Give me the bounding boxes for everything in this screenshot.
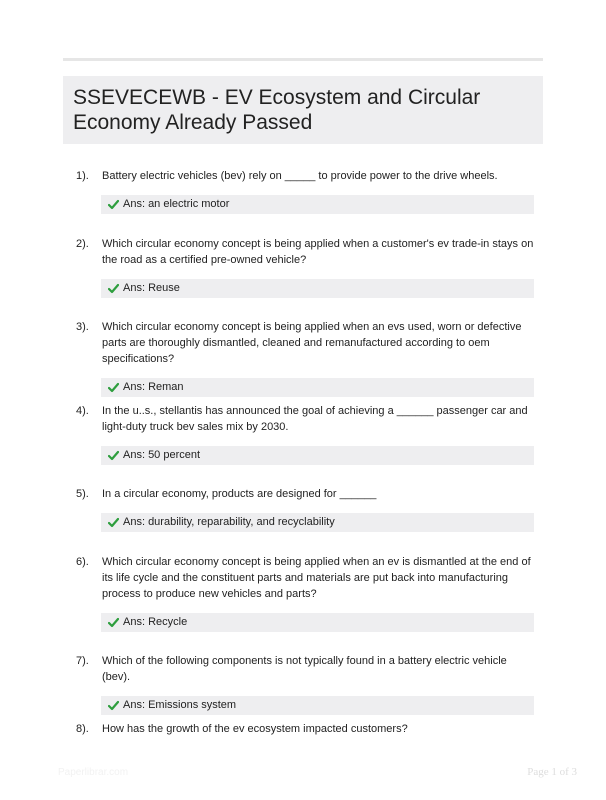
question-number: 6).: [76, 556, 89, 568]
question-text: Which circular economy concept is being applied when an ev is dismantled at the end of its life cycle and the constituent parts and materials are put back into manufacturing process to produce new vehicles and parts?: [102, 556, 531, 600]
answer-box: [101, 613, 534, 632]
title-banner: [63, 76, 543, 144]
page-title: SSEVECEWB - EV Ecosystem and Circular Economy Already Passed: [73, 86, 481, 134]
check-icon: [108, 700, 119, 711]
question-number: 5).: [76, 488, 89, 500]
question-item: [63, 653, 543, 715]
question-number: 1).: [76, 170, 89, 182]
answer-text: Ans: 50 percent: [123, 449, 201, 461]
answer-box: [101, 696, 534, 715]
question-number: 4).: [76, 405, 89, 417]
question-item: [63, 319, 543, 397]
answer-text: Ans: an electric motor: [123, 198, 230, 210]
question-item: [63, 168, 543, 214]
question-text: Battery electric vehicles (bev) rely on _____ to provide power to the drive wheels.: [102, 170, 498, 182]
question-text: How has the growth of the ev ecosystem impacted customers?: [102, 723, 408, 735]
question-item: [63, 486, 543, 532]
question-number: 3).: [76, 321, 89, 333]
question-item: [63, 236, 543, 298]
question-item: [63, 721, 543, 737]
question-item: [63, 403, 543, 465]
question-text: Which circular economy concept is being applied when a customer's ev trade-in stays on the road as a certified pre-owned vehicle?: [102, 238, 534, 266]
answer-box: [101, 446, 534, 465]
check-icon: [108, 517, 119, 528]
question-number: 8).: [76, 723, 89, 735]
answer-box: [101, 279, 534, 298]
question-text: In a circular economy, products are designed for ______: [102, 488, 377, 500]
check-icon: [108, 617, 119, 628]
check-icon: [108, 199, 119, 210]
check-icon: [108, 450, 119, 461]
answer-text: Ans: Reman: [123, 381, 184, 393]
question-text: Which of the following components is not typically found in a battery electric vehicle (bev).: [102, 655, 507, 683]
answer-text: Ans: durability, reparability, and recyclability: [123, 516, 335, 528]
question-text: In the u..s., stellantis has announced the goal of achieving a ______ passenger car and light-duty truck bev sales mix by 2030.: [102, 405, 528, 433]
answer-box: [101, 378, 534, 397]
footer-watermark: Paperlibrar.com: [58, 767, 129, 778]
answer-text: Ans: Reuse: [123, 282, 180, 294]
question-number: 2).: [76, 238, 89, 250]
top-divider: [63, 58, 543, 61]
check-icon: [108, 382, 119, 393]
answer-box: [101, 195, 534, 214]
answer-text: Ans: Emissions system: [123, 699, 237, 711]
check-icon: [108, 283, 119, 294]
answer-text: Ans: Recycle: [123, 616, 188, 628]
question-number: 7).: [76, 655, 89, 667]
answer-box: [101, 513, 534, 532]
question-item: [63, 554, 543, 632]
question-text: Which circular economy concept is being applied when an evs used, worn or defective parts are thoroughly dismantled, cleaned and remanufactured according to oem specifications?: [102, 321, 522, 365]
page-number: Page 1 of 3: [527, 766, 577, 778]
